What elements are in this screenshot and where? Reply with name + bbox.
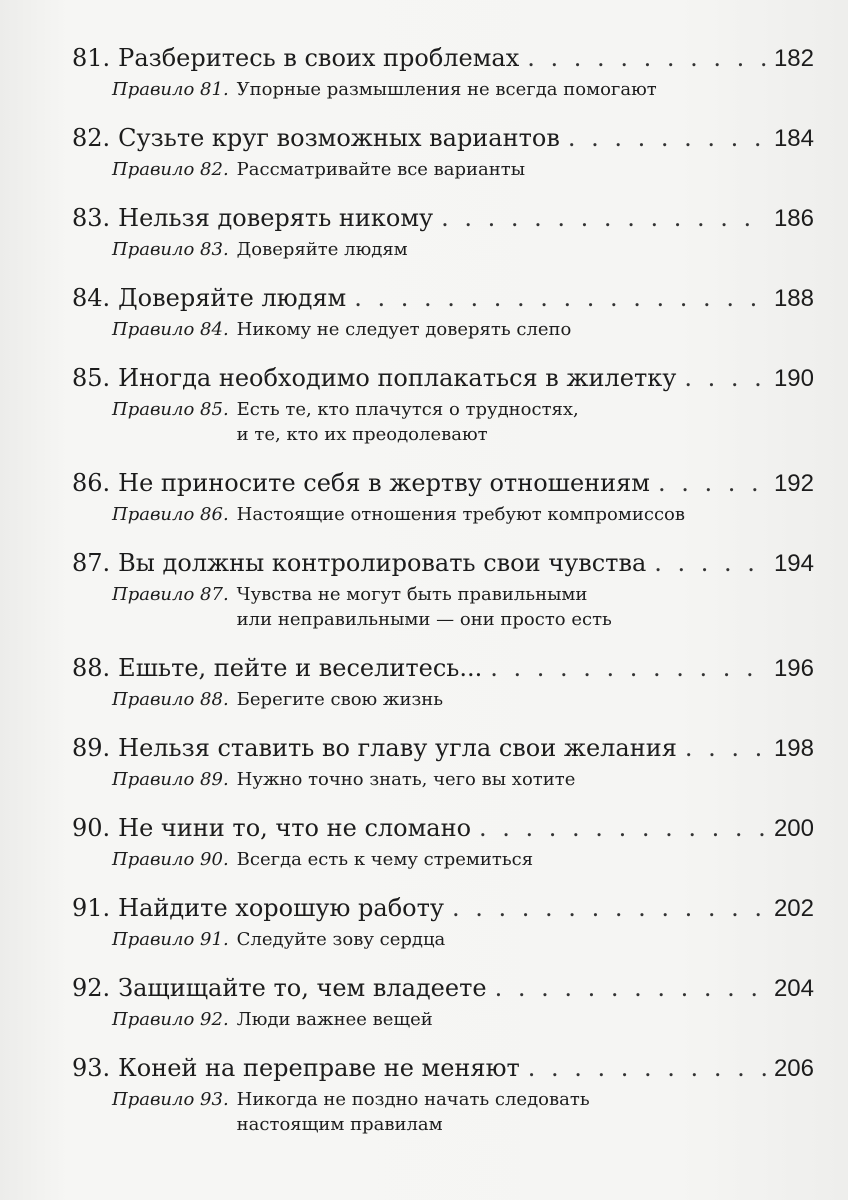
dot-leader [495, 972, 766, 1004]
chapter-title: Иногда необходимо поплакаться в жилетку [118, 364, 677, 392]
rule-label: Правило 93. [112, 1089, 229, 1110]
rule-text-line: Люди важнее вещей [236, 1009, 433, 1030]
page-number: 188 [773, 285, 814, 312]
chapter-title: Нельзя ставить во главу угла свои желания [118, 734, 677, 762]
rule-text [229, 582, 612, 632]
rule-line [72, 77, 814, 102]
chapter-title: Доверяйте людям [118, 284, 347, 312]
toc-entry [72, 547, 814, 632]
rule-label: Правило 85. [112, 399, 229, 420]
chapter-number: 91. [72, 894, 111, 922]
dot-leader [568, 122, 766, 154]
rule-text-line: Доверяйте людям [236, 239, 408, 260]
rule-text-line: Чувства не могут быть правильными [236, 584, 588, 605]
dot-leader [654, 547, 766, 579]
rule-label: Правило 83. [112, 239, 229, 260]
page-number: 202 [773, 895, 814, 922]
rule-text-line: настоящим правилам [236, 1114, 443, 1135]
page-number: 194 [773, 550, 814, 577]
chapter-title: Не приносите себя в жертву отношениям [118, 469, 650, 497]
rule-text [229, 1007, 433, 1032]
chapter-title: Нельзя доверять никому [118, 204, 434, 232]
toc-entry [72, 1052, 814, 1137]
rule-line [72, 1087, 814, 1137]
chapter-line [72, 732, 814, 765]
dot-leader [528, 1052, 766, 1084]
page-number: 192 [773, 470, 814, 497]
rule-text-line: Берегите свою жизнь [236, 689, 444, 710]
rule-line [72, 927, 814, 952]
dot-leader [684, 362, 766, 394]
dot-leader [527, 42, 766, 74]
rule-label: Правило 87. [112, 584, 229, 605]
rule-line [72, 767, 814, 792]
chapter-number: 86. [72, 469, 111, 497]
dot-leader [354, 282, 766, 314]
chapter-line [72, 892, 814, 925]
page-number: 182 [773, 45, 814, 72]
toc-entry [72, 732, 814, 792]
rule-text-line: Настоящие отношения требуют компромиссов [236, 504, 686, 525]
rule-text [229, 397, 579, 447]
rule-label: Правило 88. [112, 689, 229, 710]
dot-leader [479, 812, 766, 844]
rule-text-line: Никому не следует доверять слепо [236, 319, 572, 340]
page-number: 190 [773, 365, 814, 392]
chapter-line [72, 547, 814, 580]
rule-text [229, 77, 657, 102]
rule-text-line: Рассматривайте все варианты [236, 159, 526, 180]
rule-text-line: Есть те, кто плачутся о трудностях, [236, 399, 579, 420]
chapter-title: Не чини то, что не сломано [118, 814, 472, 842]
chapter-number: 90. [72, 814, 111, 842]
dot-leader [490, 652, 766, 684]
rule-label: Правило 86. [112, 504, 229, 525]
page-number: 184 [773, 125, 814, 152]
rule-text-line: или неправильными — они просто есть [236, 609, 612, 630]
rule-line [72, 397, 814, 447]
rule-text [229, 847, 533, 872]
page-number: 206 [773, 1055, 814, 1082]
dot-leader [452, 892, 766, 924]
chapter-line [72, 122, 814, 155]
rule-text [229, 502, 685, 527]
toc-entry [72, 892, 814, 952]
chapter-title: Разберитесь в своих проблемах [118, 44, 520, 72]
toc-entry [72, 122, 814, 182]
chapter-line [72, 282, 814, 315]
rule-text-line: Следуйте зову сердца [236, 929, 446, 950]
rule-text [229, 317, 572, 342]
page-number: 196 [773, 655, 814, 682]
chapter-title: Вы должны контролировать свои чувства [118, 549, 647, 577]
rule-line [72, 237, 814, 262]
chapter-number: 88. [72, 654, 111, 682]
toc-entry [72, 652, 814, 712]
rule-label: Правило 90. [112, 849, 229, 870]
page-number: 186 [773, 205, 814, 232]
chapter-number: 83. [72, 204, 111, 232]
rule-line [72, 687, 814, 712]
rule-text-line: Никогда не поздно начать следовать [236, 1089, 590, 1110]
chapter-number: 93. [72, 1054, 111, 1082]
dot-leader [685, 732, 766, 764]
chapter-number: 85. [72, 364, 111, 392]
rule-line [72, 1007, 814, 1032]
chapter-line [72, 362, 814, 395]
chapter-title: Ешьте, пейте и веселитесь... [118, 654, 483, 682]
chapter-number: 82. [72, 124, 111, 152]
rule-line [72, 157, 814, 182]
chapter-number: 87. [72, 549, 111, 577]
chapter-title: Сузьте круг возможных вариантов [118, 124, 560, 152]
rule-label: Правило 91. [112, 929, 229, 950]
rule-text-line: Нужно точно знать, чего вы хотите [236, 769, 576, 790]
chapter-number: 81. [72, 44, 111, 72]
toc-entry [72, 282, 814, 342]
chapter-title: Коней на переправе не меняют [118, 1054, 520, 1082]
chapter-number: 92. [72, 974, 111, 1002]
rule-line [72, 582, 814, 632]
toc-entry [72, 42, 814, 102]
rule-text [229, 927, 446, 952]
chapter-title: Защищайте то, чем владеете [118, 974, 487, 1002]
dot-leader [441, 202, 766, 234]
chapter-number: 89. [72, 734, 111, 762]
table-of-contents [72, 42, 814, 1157]
rule-text [229, 687, 443, 712]
dot-leader [658, 467, 766, 499]
chapter-line [72, 1052, 814, 1085]
rule-line [72, 317, 814, 342]
rule-text [229, 157, 525, 182]
chapter-line [72, 42, 814, 75]
rule-text-line: Упорные размышления не всегда помогают [236, 79, 657, 100]
rule-text-line: Всегда есть к чему стремиться [236, 849, 534, 870]
toc-entry [72, 972, 814, 1032]
rule-text [229, 767, 576, 792]
toc-entry [72, 812, 814, 872]
page-number: 204 [773, 975, 814, 1002]
rule-text-line: и те, кто их преодолевают [236, 424, 488, 445]
toc-entry [72, 467, 814, 527]
rule-label: Правило 82. [112, 159, 229, 180]
toc-entry [72, 202, 814, 262]
chapter-number: 84. [72, 284, 111, 312]
chapter-title: Найдите хорошую работу [118, 894, 445, 922]
rule-text [229, 1087, 590, 1137]
chapter-line [72, 652, 814, 685]
rule-label: Правило 81. [112, 79, 229, 100]
toc-entry [72, 362, 814, 447]
page-number: 198 [773, 735, 814, 762]
rule-text [229, 237, 408, 262]
rule-label: Правило 84. [112, 319, 229, 340]
chapter-line [72, 972, 814, 1005]
rule-line [72, 502, 814, 527]
rule-label: Правило 92. [112, 1009, 229, 1030]
rule-label: Правило 89. [112, 769, 229, 790]
chapter-line [72, 202, 814, 235]
chapter-line [72, 812, 814, 845]
chapter-line [72, 467, 814, 500]
page-number: 200 [773, 815, 814, 842]
rule-line [72, 847, 814, 872]
